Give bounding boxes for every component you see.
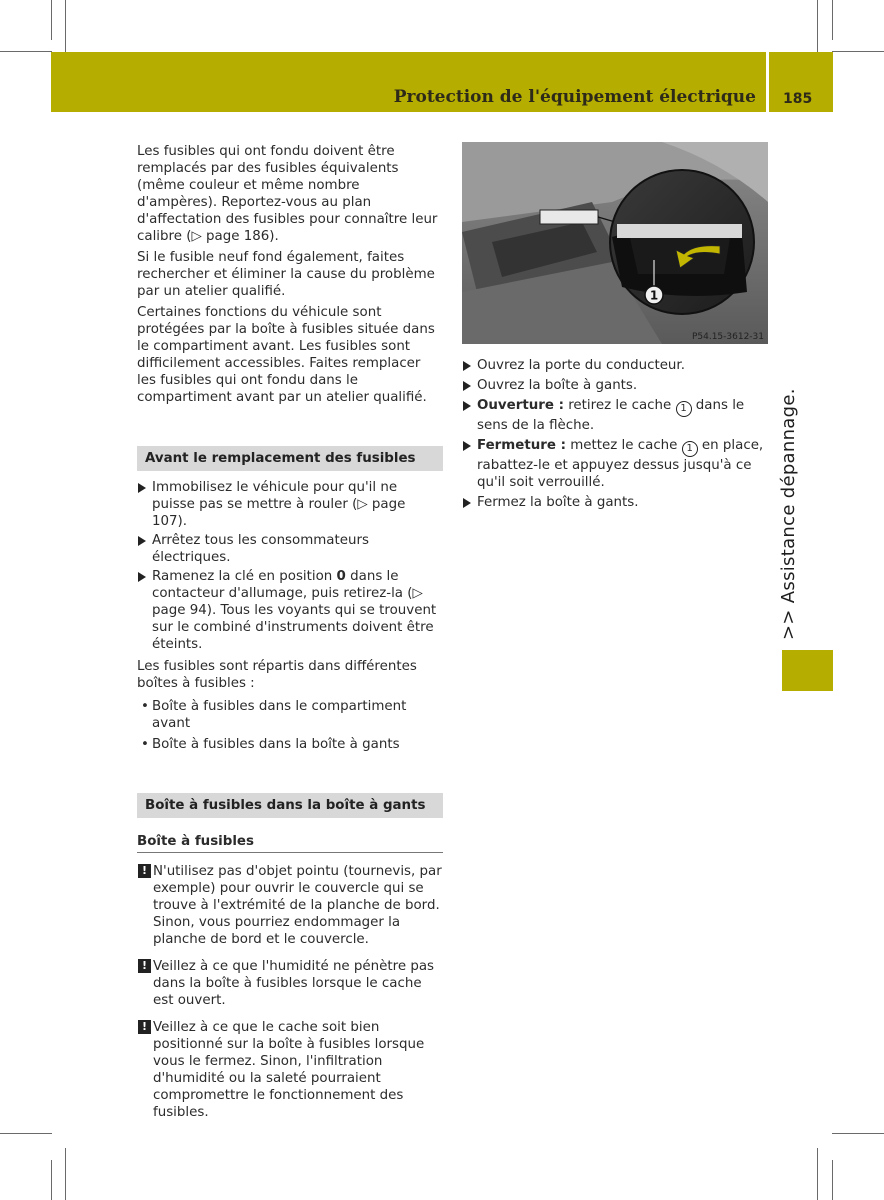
header-bar: [51, 52, 766, 112]
callout-icon: 1: [682, 441, 698, 457]
crop-mark: [0, 1133, 52, 1134]
arrow-icon: [463, 401, 471, 411]
chapter-tab: [782, 650, 833, 691]
warning-icon: !: [138, 959, 151, 973]
figure-code: P54.15-3612-31: [691, 332, 764, 342]
warning-icon: !: [138, 1020, 151, 1034]
callout-icon: 1: [676, 401, 692, 417]
arrow-icon: [138, 483, 146, 493]
bullet-icon: •: [141, 699, 149, 714]
crop-mark: [832, 0, 833, 40]
page-number: 185: [783, 91, 813, 107]
section-heading: Boîte à fusibles dans la boîte à gants: [137, 793, 443, 818]
crop-mark: [832, 1133, 884, 1134]
step-item: Ouverture : retirez le cache 1 dans le sens de la flèche.: [462, 397, 772, 434]
step-item: Ramenez la clé en position 0 dans le contacteur d'allumage, puis retirez-la (▷ page 94). Tous les voyants qui se trouvent sur le combiné d'instruments doivent être éteints.: [137, 568, 443, 653]
intro-paragraph: Certaines fonctions du véhicule sont protégées par la boîte à fusibles située dans le compartiment avant. Les fusibles sont difficilement accessibles. Faites remplacer les fusibles qui ont fondu dans le compartiment avant par un atelier qualifié.: [137, 305, 435, 405]
sub-heading: Boîte à fusibles: [137, 833, 443, 853]
warning-note: ! N'utilisez pas d'objet pointu (tournevis, par exemple) pour ouvrir le couvercle qui se trouve à l'extrémité de la planche de bord. Sinon, vous pourriez endommager la planche de bord et le couvercle.: [137, 863, 443, 948]
intro-paragraph: Si le fusible neuf fond également, faites rechercher et éliminer la cause du problème par un atelier qualifié.: [137, 250, 435, 299]
arrow-icon: [463, 361, 471, 371]
arrow-icon: [463, 498, 471, 508]
page-number-box: [769, 52, 833, 112]
figure-callout: 1: [649, 288, 659, 303]
list-item: • Boîte à fusibles dans la boîte à gants: [141, 737, 400, 752]
arrow-icon: [463, 441, 471, 451]
arrow-icon: [463, 381, 471, 391]
crop-mark: [65, 1148, 66, 1200]
fuse-box-intro: Les fusibles sont répartis dans différentes boîtes à fusibles :: [137, 659, 417, 691]
step-item: Ouvrez la porte du conducteur.: [462, 357, 772, 374]
warning-icon: !: [138, 864, 151, 878]
step-label: Fermeture :: [477, 438, 566, 453]
crop-mark: [0, 51, 52, 52]
chapter-label: >> Assistance dépannage.: [778, 388, 799, 640]
crop-mark: [817, 1148, 818, 1200]
arrow-icon: [138, 572, 146, 582]
glovebox-illustration: [462, 142, 768, 344]
step-item: Fermeture : mettez le cache 1 en place, rabattez-le et appuyez dessus jusqu'à ce qu'il soit verrouillé.: [462, 437, 772, 491]
section-heading: Avant le remplacement des fusibles: [137, 446, 443, 471]
left-column: [137, 143, 443, 1131]
key-position: 0: [336, 569, 346, 584]
step-item: Ouvrez la boîte à gants.: [462, 377, 772, 394]
step-item: Arrêtez tous les consommateurs électriques.: [137, 532, 443, 566]
crop-mark: [817, 0, 818, 52]
arrow-icon: [138, 536, 146, 546]
step-item: Fermez la boîte à gants.: [462, 494, 772, 511]
crop-mark: [51, 0, 52, 40]
right-column: [462, 357, 772, 513]
glovebox-photo: [462, 142, 768, 344]
intro-paragraph: Les fusibles qui ont fondu doivent être remplacés par des fusibles équivalents (même couleur et même nombre d'ampères). Reportez-vous au plan d'affectation des fusibles pour connaître leur calibre (▷ page 186).: [137, 144, 438, 244]
list-item: • Boîte à fusibles dans le compartiment avant: [141, 699, 407, 731]
crop-mark: [832, 51, 884, 52]
bullet-icon: •: [141, 737, 149, 752]
step-label: Ouverture :: [477, 398, 564, 413]
warning-note: ! Veillez à ce que le cache soit bien positionné sur la boîte à fusibles lorsque vous le fermez. Sinon, l'infiltration d'humidité ou la saleté pourraient compromettre le fonctionnement des fusibles.: [137, 1019, 443, 1121]
step-item: Immobilisez le véhicule pour qu'il ne puisse pas se mettre à rouler (▷ page 107).: [137, 479, 443, 530]
page-title: Protection de l'équipement électrique: [393, 87, 756, 107]
crop-mark: [51, 1160, 52, 1200]
crop-mark: [65, 0, 66, 52]
warning-note: ! Veillez à ce que l'humidité ne pénètre pas dans la boîte à fusibles lorsque le cache est ouvert.: [137, 958, 443, 1009]
crop-mark: [832, 1160, 833, 1200]
